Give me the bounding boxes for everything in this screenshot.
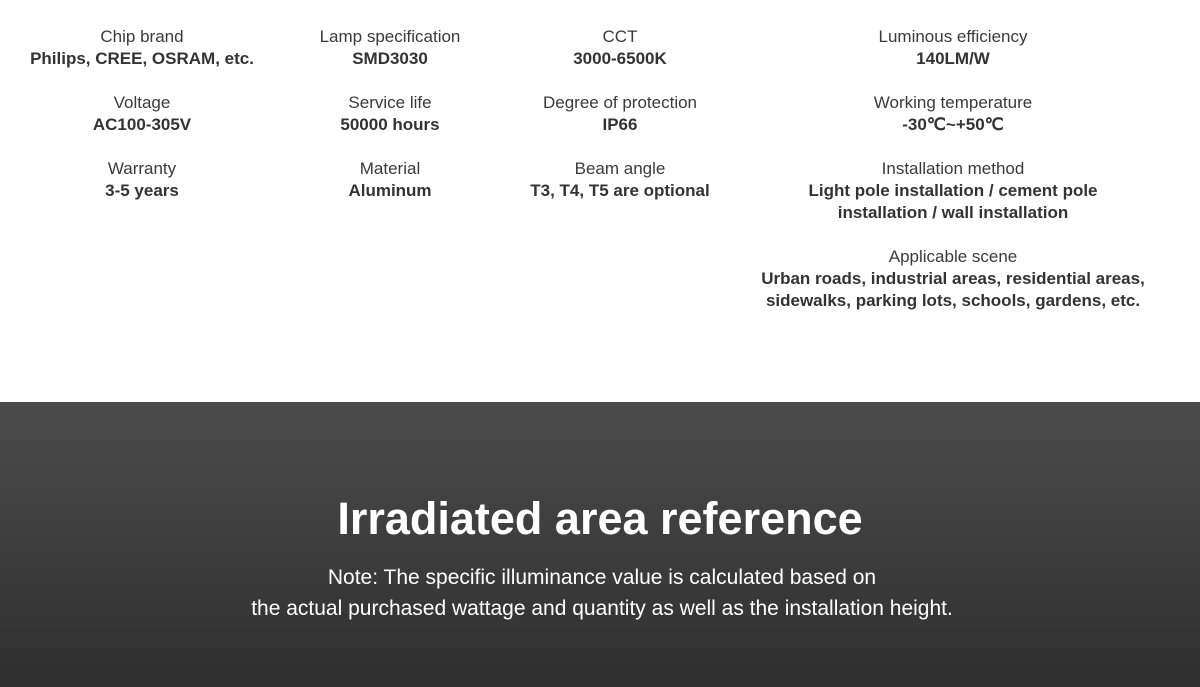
spec-label: Working temperature bbox=[873, 93, 1033, 112]
spec-lamp-specification bbox=[290, 26, 490, 70]
spec-column-4 bbox=[740, 26, 1166, 334]
spec-label: Service life bbox=[348, 93, 432, 112]
spec-value: IP66 bbox=[602, 115, 638, 134]
spec-label: Applicable scene bbox=[888, 247, 1018, 266]
spec-value: 3000-6500K bbox=[573, 49, 667, 68]
spec-degree-of-protection bbox=[505, 92, 735, 136]
spec-label: CCT bbox=[602, 27, 638, 46]
spec-working-temperature bbox=[740, 92, 1166, 136]
spec-value: Aluminum bbox=[348, 181, 432, 200]
spec-label: Beam angle bbox=[574, 159, 666, 178]
spec-label: Degree of protection bbox=[542, 93, 698, 112]
spec-value: 140LM/W bbox=[916, 49, 990, 68]
spec-value: 50000 hours bbox=[340, 115, 440, 134]
banner-note-line: the actual purchased wattage and quantity as well as the installation height. bbox=[251, 597, 953, 620]
irradiated-area-banner bbox=[0, 402, 1200, 687]
spec-value: Philips, CREE, OSRAM, etc. bbox=[30, 49, 254, 68]
spec-column-1 bbox=[22, 26, 262, 224]
spec-label: Material bbox=[359, 159, 421, 178]
spec-label: Luminous efficiency bbox=[878, 27, 1028, 46]
spec-applicable-scene bbox=[740, 246, 1166, 312]
spec-beam-angle bbox=[505, 158, 735, 202]
spec-chip-brand bbox=[22, 26, 262, 70]
banner-note-line: Note: The specific illuminance value is calculated based on bbox=[327, 566, 877, 589]
spec-value: SMD3030 bbox=[352, 49, 428, 68]
spec-label: Installation method bbox=[881, 159, 1025, 178]
spec-value-line: installation / wall installation bbox=[837, 203, 1069, 222]
spec-value-line: Light pole installation / cement pole bbox=[808, 181, 1098, 200]
spec-value: AC100-305V bbox=[92, 115, 192, 134]
spec-label: Chip brand bbox=[100, 27, 184, 46]
spec-label: Warranty bbox=[107, 159, 177, 178]
spec-label: Voltage bbox=[113, 93, 171, 112]
spec-installation-method bbox=[740, 158, 1166, 224]
spec-warranty bbox=[22, 158, 262, 202]
banner-title: Irradiated area reference bbox=[337, 493, 863, 544]
spec-cct bbox=[505, 26, 735, 70]
spec-value-line: sidewalks, parking lots, schools, gardens, etc. bbox=[765, 291, 1141, 310]
spec-voltage bbox=[22, 92, 262, 136]
spec-value: -30℃~+50℃ bbox=[902, 115, 1004, 134]
spec-label: Lamp specification bbox=[319, 27, 461, 46]
spec-value-line: Urban roads, industrial areas, residential areas, bbox=[761, 269, 1145, 288]
spec-material bbox=[290, 158, 490, 202]
spec-luminous-efficiency bbox=[740, 26, 1166, 70]
spec-service-life bbox=[290, 92, 490, 136]
banner-note bbox=[0, 562, 1200, 624]
spec-value: 3-5 years bbox=[105, 181, 179, 200]
spec-value: T3, T4, T5 are optional bbox=[530, 181, 710, 200]
spec-column-2 bbox=[290, 26, 490, 224]
spec-column-3 bbox=[505, 26, 735, 224]
